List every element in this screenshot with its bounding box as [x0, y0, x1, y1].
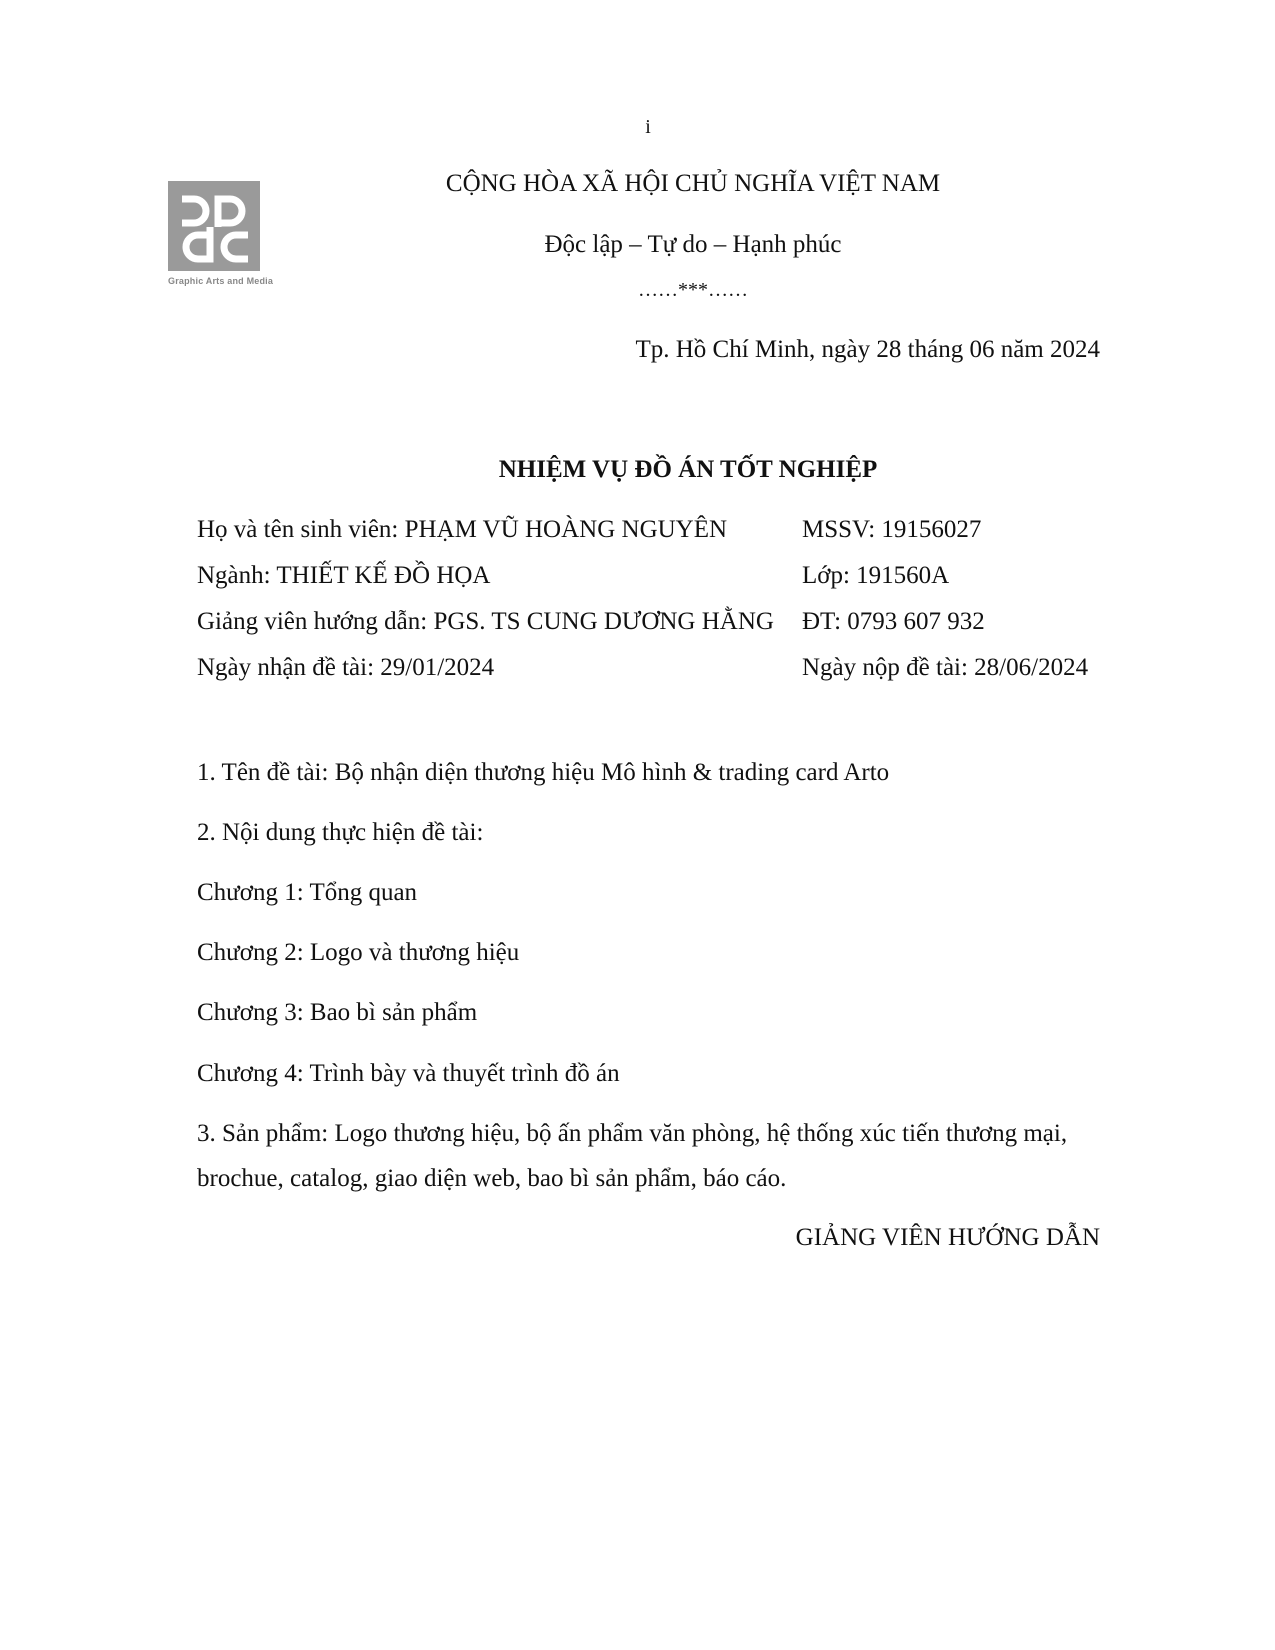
student-id: MSSV: 19156027 — [802, 516, 982, 543]
student-name: Họ và tên sinh viên: PHẠM VŨ HOÀNG NGUYÊN — [197, 516, 728, 543]
university-logo — [168, 181, 260, 271]
class: Lớp: 191560A — [802, 562, 950, 589]
chapter-1: Chương 1: Tổng quan — [197, 879, 418, 906]
logo-caption: Graphic Arts and Media — [168, 276, 274, 286]
chapter-2: Chương 2: Logo và thương hiệu — [197, 939, 520, 966]
major: Ngành: THIẾT KẾ ĐỒ HỌA — [197, 562, 491, 589]
supervisor: Giảng viên hướng dẫn: PGS. TS CUNG DƯƠNG HẰNG — [197, 608, 774, 635]
received-date: Ngày nhận đề tài: 29/01/2024 — [197, 654, 495, 681]
separator: ……***…… — [638, 279, 748, 301]
date-line: Tp. Hồ Chí Minh, ngày 28 tháng 06 năm 2024 — [635, 336, 1100, 363]
submission-date: Ngày nộp đề tài: 28/06/2024 — [802, 654, 1089, 681]
chapter-3: Chương 3: Bao bì sản phẩm — [197, 999, 478, 1026]
page-number: i — [645, 116, 651, 138]
products-line-2: brochue, catalog, giao diện web, bao bì sản phẩm, báo cáo. — [197, 1165, 787, 1192]
logo-icon — [168, 181, 260, 271]
phone: ĐT: 0793 607 932 — [802, 608, 985, 635]
document-title: NHIỆM VỤ ĐỒ ÁN TỐT NGHIỆP — [498, 456, 878, 483]
chapter-4: Chương 4: Trình bày và thuyết trình đồ án — [197, 1060, 620, 1087]
supervisor-signature-label: GIẢNG VIÊN HƯỚNG DẪN — [795, 1224, 1100, 1251]
topic: 1. Tên đề tài: Bộ nhận diện thương hiệu Mô hình & trading card Arto — [197, 759, 890, 786]
country-heading: CỘNG HÒA XÃ HỘI CHỦ NGHĨA VIỆT NAM — [445, 170, 941, 197]
products-line-1: 3. Sản phẩm: Logo thương hiệu, bộ ấn phẩm văn phòng, hệ thống xúc tiến thương mại, — [197, 1120, 1068, 1147]
content-heading: 2. Nội dung thực hiện đề tài: — [197, 819, 484, 846]
motto: Độc lập – Tự do – Hạnh phúc — [544, 231, 842, 258]
